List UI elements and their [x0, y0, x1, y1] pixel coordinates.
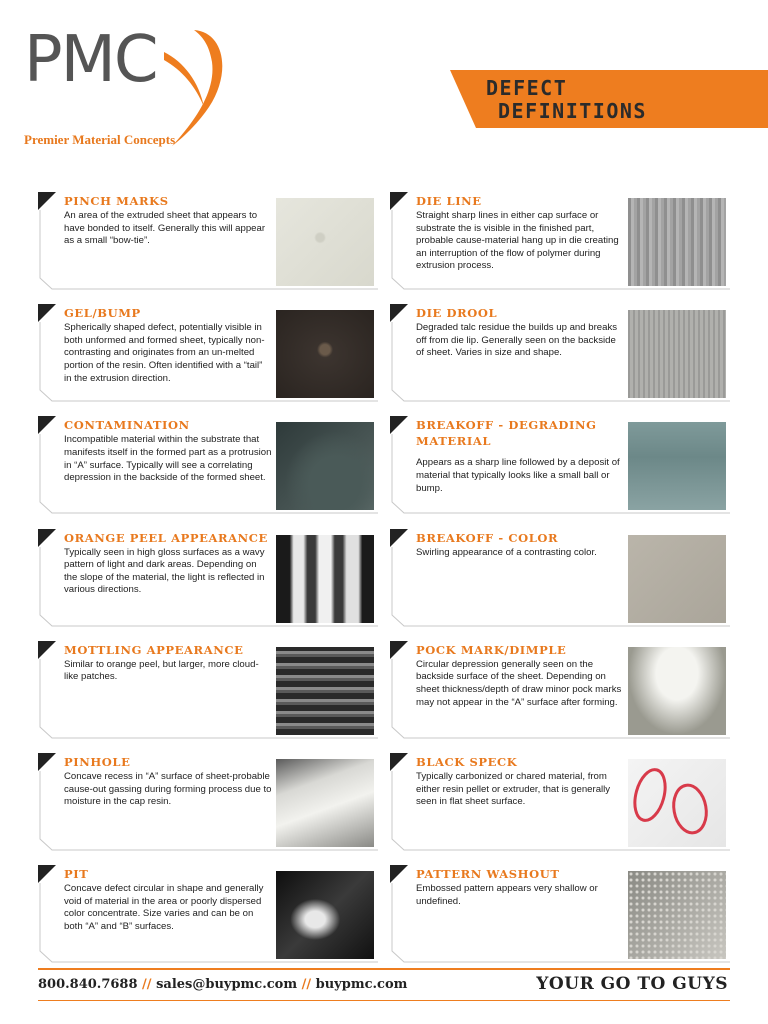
footer-slogan: YOUR GO TO GUYS: [536, 974, 728, 994]
defect-photo: [276, 422, 374, 510]
defect-title: DIE DROOL: [416, 306, 498, 321]
defect-description: Circular depression generally seen on the backside surface of the sheet. Depending on sheet thickness/depth of draw minor pock marks may not appear in the “A” surface after forming.: [416, 658, 622, 708]
defect-photo: [628, 871, 726, 959]
defect-card: [390, 529, 740, 625]
defect-title: CONTAMINATION: [64, 418, 190, 433]
defect-card: [38, 865, 388, 961]
defect-photo: [276, 310, 374, 398]
defect-card: [390, 416, 740, 512]
footer-rule-top: [38, 968, 730, 970]
defect-photo: [628, 535, 726, 623]
defect-card: [390, 641, 740, 737]
defect-photo: [276, 535, 374, 623]
footer-separator: //: [142, 977, 152, 992]
defect-description: Appears as a sharp line followed by a deposit of material that typically looks like a small ball or bump.: [416, 457, 620, 494]
footer-phone: 800.840.7688: [38, 977, 138, 992]
defect-photo: [628, 310, 726, 398]
defect-card: [390, 192, 740, 288]
defect-card: [390, 753, 740, 849]
defect-title: MOTTLING APPEARANCE: [64, 642, 244, 657]
defect-description: Concave defect circular in shape and generally void of material in the area or poorly dispersed color concentrate. Size varies and can be on both “A” and “B” surfaces.: [64, 883, 264, 932]
page-title-line2: DEFINITIONS: [498, 99, 647, 123]
defect-description: An area of the extruded sheet that appears to have bonded to itself. Generally this will appear as a small “bow-tie”.: [64, 210, 266, 247]
defect-description: Similar to orange peel, but larger, more cloud-like patches.: [64, 658, 259, 683]
defect-description: Concave recess in “A” surface of sheet-probable cause-out gassing during forming process due to moisture in the cap resin.: [64, 771, 272, 808]
defect-description: Straight sharp lines in either cap surface or substrate the is visible in the finished part, probable cause-material hang up in die creating an interruption of the flow of polymer during extrusion process.: [416, 210, 619, 272]
page-title-line1: DEFECT: [486, 76, 568, 100]
defect-card: [38, 416, 388, 512]
defect-photo: [628, 647, 726, 735]
defect-photo: [628, 198, 726, 286]
defect-title: DIE LINE: [416, 194, 482, 208]
footer-separator: //: [301, 977, 312, 992]
red-circle-markings: [628, 759, 726, 847]
defect-title: PINHOLE: [64, 755, 131, 769]
defect-card: [38, 641, 388, 737]
defect-card: [390, 304, 740, 400]
logo-tagline: Premier Material Concepts: [24, 132, 176, 147]
footer-rule-bottom: [38, 1000, 730, 1001]
defect-description: Typically seen in high gloss surfaces as a wavy pattern of light and dark areas. Depending on the slope of the material, the light is reflected in various directions.: [64, 546, 265, 596]
defect-description: Embossed pattern appears very shallow or undefined.: [416, 883, 598, 907]
logo-wordmark: PMC: [24, 23, 157, 97]
footer-email[interactable]: sales@buypmc.com: [156, 977, 298, 992]
defect-card: [38, 753, 388, 849]
defect-description: Incompatible material within the substrate that manifests itself in the formed part as a protrusion in “A” surface. Typically will see a correlating depression in the backside of the formed sheet.: [64, 434, 272, 484]
defect-title: BREAKOFF - COLOR: [416, 530, 559, 545]
defect-title: ORANGE PEEL APPEARANCE: [64, 530, 268, 545]
defect-card: [38, 529, 388, 625]
defect-photo: [276, 871, 374, 959]
defect-title: BREAKOFF - DEGRADING MATERIAL: [416, 418, 597, 449]
defect-title: BLACK SPECK: [416, 755, 518, 769]
defect-description: Spherically shaped defect, potentially visible in both unformed and formed sheet, typically non-contrasting and originates from an un-melted portion of the resin. Often identified with a “tail” in the extrusion direction.: [64, 322, 265, 384]
defect-description: Degraded talc residue the builds up and breaks off from die lip. Generally seen on the backside of sheet. Varies in size and shape.: [416, 322, 618, 359]
defect-photo: [276, 198, 374, 286]
defect-photo: [276, 647, 374, 735]
defect-title: POCK MARK/DIMPLE: [416, 642, 567, 657]
defect-title: PIT: [64, 867, 89, 882]
defect-title: PINCH MARKS: [64, 194, 169, 208]
defect-title: GEL/BUMP: [64, 306, 141, 321]
defect-photo: [276, 759, 374, 847]
defect-photo: [628, 422, 726, 510]
pmc-logo: [24, 22, 234, 152]
defect-photo: [628, 759, 726, 847]
defect-title: PATTERN WASHOUT: [416, 867, 560, 882]
defect-card: [390, 865, 740, 961]
defect-card: [38, 304, 388, 400]
defect-description: Typically carbonized or chared material, from either resin pellet or extruder, that is generally seen in flat sheet surface.: [416, 771, 611, 808]
footer-website[interactable]: buypmc.com: [315, 977, 408, 992]
footer-contact: [38, 977, 407, 992]
defect-card: [38, 192, 388, 288]
defect-description: Swirling appearance of a contrasting color.: [416, 546, 597, 558]
